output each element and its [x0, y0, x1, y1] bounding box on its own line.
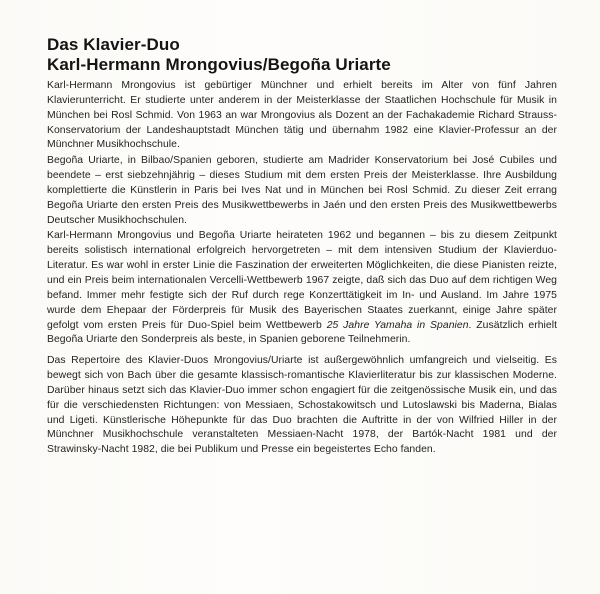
- page-title: Das Klavier-Duo: [47, 35, 180, 54]
- page-subtitle: Karl-Hermann Mrongovius/Begoña Uriarte: [47, 55, 391, 74]
- duo-history-paragraph: [47, 229, 557, 348]
- competition-name: 25 Jahre Yamaha in Spanien: [326, 319, 469, 331]
- duo-history-text-end: . Zusätzlich erhielt Begoña Uriarte den Sonderpreis als beste, in Spanien geborene Teilnehmerin.: [47, 319, 558, 346]
- duo-history-text: Karl-Hermann Mrongovius und Begoña Uriarte heirateten 1962 und begannen – bis zu diesem Zeitpunkt bereits solistisch international erfolgreich hervorgetreten – mit dem intensiven Studium der Klavierduo-Literatur. Es war wohl in erster Linie die Faszination der erweiterten Möglichkeiten, die diese Pianisten reizte, und ein Preis beim internationalen Vercelli-Wettbewerb 1967 zeigte, daß sich das Duo auf dem richtigen Weg befand. Immer mehr festigte sich der Ruf durch rege Konzerttätigkeit im In- und Ausland. Im Jahre 1975 wurde dem Ehepaar der Förderpreis für Musik des Bayerischen Staates zuerkannt, einige Jahre später gefolgt vom ersten Preis für Duo-Spiel beim Wettbewerb: [47, 230, 557, 331]
- biography-paragraph-uriarte: Begoña Uriarte, in Bilbao/Spanien geboren, studierte am Madrider Konservatorium bei José Cubiles und beendete – erst siebzehnjährig – dieses Studium mit dem ersten Preis der Meisterklasse. Ihre Ausbildung komplettierte die Künstlerin in Paris bei Ives Nat und in München bei Rosl Schmid. Zu dieser Zeit errang Begoña Uriarte den ersten Preis des Musikwettbewerbs in Jaén und den ersten Preis des Musikwettbewerbs Deutscher Musikhochschulen.: [47, 155, 557, 226]
- biography-paragraph-mrongovius: Karl-Hermann Mrongovius ist gebürtiger Münchner und erhielt bereits im Alter von fünf Jahren Klavierunterricht. Er studierte unter anderem in der Meisterklasse der Staatlichen Hochschule für Musik in München bei Rosl Schmid. Von 1963 an war Mrongovius als Dozent an der Fachakademie Richard Strauss-Konservatorium der Landeshauptstadt München tätig und übernahm 1982 eine Klavier-Professur an der Münchner Musikhochschule.: [47, 80, 557, 151]
- booklet-text-block: [47, 35, 557, 458]
- repertoire-paragraph: Das Repertoire des Klavier-Duos Mrongovius/Uriarte ist außergewöhnlich umfangreich und vielseitig. Es bewegt sich von Bach über die gesamte klassisch-romantische Klavierliteratur bis zur klassischen Moderne. Darüber hinaus setzt sich das Klavier-Duo immer schon engagiert für die zeitgenössische Musik ein, und das für die verschiedensten Richtungen: von Messiaen, Schostakowitsch und Lutoslawski bis Maderna, Bialas und Ligeti. Künstlerische Höhepunkte für das Duo brachten die Auftritte in der von Wilfried Hiller in der Münchner Musikhochschule veranstalteten Messiaen-Nacht 1978, der Bartók-Nacht 1981 und der Strawinsky-Nacht 1982, die bei Publikum und Presse ein begeistertes Echo fanden.: [47, 355, 557, 456]
